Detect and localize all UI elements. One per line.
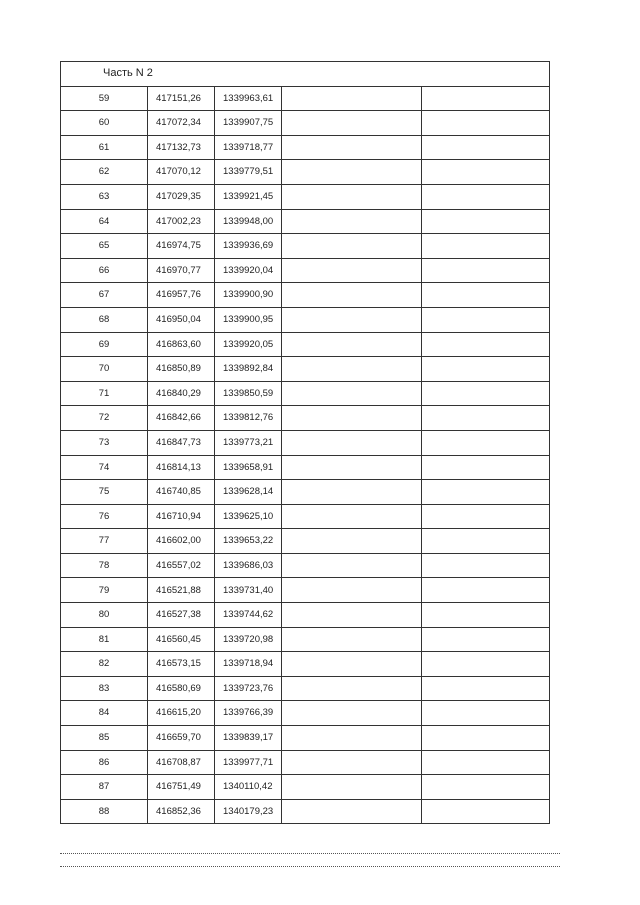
y-coordinate-cell: 1339653,22 bbox=[215, 529, 282, 554]
empty-cell bbox=[422, 701, 550, 726]
x-coordinate-cell: 417132,73 bbox=[148, 135, 215, 160]
empty-cell bbox=[282, 799, 422, 824]
empty-cell bbox=[282, 726, 422, 751]
table-row bbox=[61, 381, 550, 406]
x-coordinate-cell: 416842,66 bbox=[148, 406, 215, 431]
y-coordinate-cell: 1339900,95 bbox=[215, 307, 282, 332]
empty-cell bbox=[422, 676, 550, 701]
empty-cell bbox=[282, 135, 422, 160]
empty-cell bbox=[422, 553, 550, 578]
empty-cell bbox=[422, 135, 550, 160]
y-coordinate-cell: 1339850,59 bbox=[215, 381, 282, 406]
part-header-row bbox=[61, 62, 550, 87]
table-row bbox=[61, 184, 550, 209]
point-number-cell: 78 bbox=[61, 553, 148, 578]
y-coordinate-cell: 1339936,69 bbox=[215, 234, 282, 259]
empty-cell bbox=[282, 455, 422, 480]
empty-cell bbox=[422, 775, 550, 800]
point-number-cell: 80 bbox=[61, 603, 148, 628]
x-coordinate-cell: 416852,36 bbox=[148, 799, 215, 824]
x-coordinate-cell: 417070,12 bbox=[148, 160, 215, 185]
x-coordinate-cell: 416573,15 bbox=[148, 652, 215, 677]
empty-cell bbox=[422, 799, 550, 824]
x-coordinate-cell: 416557,02 bbox=[148, 553, 215, 578]
table-row bbox=[61, 209, 550, 234]
coordinates-table bbox=[60, 61, 550, 824]
table-row bbox=[61, 726, 550, 751]
table-row bbox=[61, 135, 550, 160]
empty-cell bbox=[422, 209, 550, 234]
empty-cell bbox=[422, 504, 550, 529]
y-coordinate-cell: 1339921,45 bbox=[215, 184, 282, 209]
point-number-cell: 75 bbox=[61, 480, 148, 505]
table-row bbox=[61, 504, 550, 529]
x-coordinate-cell: 416527,38 bbox=[148, 603, 215, 628]
x-coordinate-cell: 416950,04 bbox=[148, 307, 215, 332]
table-row bbox=[61, 357, 550, 382]
x-coordinate-cell: 417072,34 bbox=[148, 111, 215, 136]
table-row bbox=[61, 529, 550, 554]
point-number-cell: 74 bbox=[61, 455, 148, 480]
y-coordinate-cell: 1339718,77 bbox=[215, 135, 282, 160]
x-coordinate-cell: 416957,76 bbox=[148, 283, 215, 308]
empty-cell bbox=[282, 283, 422, 308]
empty-cell bbox=[282, 750, 422, 775]
point-number-cell: 62 bbox=[61, 160, 148, 185]
y-coordinate-cell: 1339920,04 bbox=[215, 258, 282, 283]
empty-cell bbox=[282, 258, 422, 283]
table-row bbox=[61, 332, 550, 357]
empty-cell bbox=[282, 209, 422, 234]
table-row bbox=[61, 652, 550, 677]
empty-cell bbox=[282, 627, 422, 652]
table-row bbox=[61, 234, 550, 259]
empty-cell bbox=[422, 184, 550, 209]
table-row bbox=[61, 775, 550, 800]
x-coordinate-cell: 416814,13 bbox=[148, 455, 215, 480]
y-coordinate-cell: 1339839,17 bbox=[215, 726, 282, 751]
x-coordinate-cell: 416863,60 bbox=[148, 332, 215, 357]
y-coordinate-cell: 1339779,51 bbox=[215, 160, 282, 185]
empty-cell bbox=[422, 307, 550, 332]
table-row bbox=[61, 578, 550, 603]
table-row bbox=[61, 307, 550, 332]
table-row bbox=[61, 258, 550, 283]
y-coordinate-cell: 1340110,42 bbox=[215, 775, 282, 800]
empty-cell bbox=[422, 652, 550, 677]
empty-cell bbox=[422, 578, 550, 603]
empty-cell bbox=[282, 86, 422, 111]
point-number-cell: 81 bbox=[61, 627, 148, 652]
y-coordinate-cell: 1340179,23 bbox=[215, 799, 282, 824]
empty-cell bbox=[422, 283, 550, 308]
point-number-cell: 60 bbox=[61, 111, 148, 136]
empty-cell bbox=[282, 406, 422, 431]
y-coordinate-cell: 1339686,03 bbox=[215, 553, 282, 578]
table-row bbox=[61, 603, 550, 628]
table-row bbox=[61, 430, 550, 455]
empty-cell bbox=[422, 603, 550, 628]
x-coordinate-cell: 416659,70 bbox=[148, 726, 215, 751]
y-coordinate-cell: 1339744,62 bbox=[215, 603, 282, 628]
y-coordinate-cell: 1339892,84 bbox=[215, 357, 282, 382]
point-number-cell: 86 bbox=[61, 750, 148, 775]
y-coordinate-cell: 1339658,91 bbox=[215, 455, 282, 480]
point-number-cell: 67 bbox=[61, 283, 148, 308]
empty-cell bbox=[282, 160, 422, 185]
empty-cell bbox=[282, 701, 422, 726]
empty-cell bbox=[422, 529, 550, 554]
point-number-cell: 61 bbox=[61, 135, 148, 160]
y-coordinate-cell: 1339812,76 bbox=[215, 406, 282, 431]
point-number-cell: 59 bbox=[61, 86, 148, 111]
x-coordinate-cell: 416560,45 bbox=[148, 627, 215, 652]
x-coordinate-cell: 416580,69 bbox=[148, 676, 215, 701]
empty-cell bbox=[282, 578, 422, 603]
y-coordinate-cell: 1339977,71 bbox=[215, 750, 282, 775]
empty-cell bbox=[422, 86, 550, 111]
point-number-cell: 83 bbox=[61, 676, 148, 701]
y-coordinate-cell: 1339900,90 bbox=[215, 283, 282, 308]
x-coordinate-cell: 416708,87 bbox=[148, 750, 215, 775]
table-row bbox=[61, 160, 550, 185]
point-number-cell: 68 bbox=[61, 307, 148, 332]
empty-cell bbox=[282, 381, 422, 406]
empty-cell bbox=[282, 111, 422, 136]
point-number-cell: 69 bbox=[61, 332, 148, 357]
point-number-cell: 66 bbox=[61, 258, 148, 283]
x-coordinate-cell: 416521,88 bbox=[148, 578, 215, 603]
empty-cell bbox=[282, 430, 422, 455]
empty-cell bbox=[282, 553, 422, 578]
empty-cell bbox=[282, 652, 422, 677]
empty-cell bbox=[282, 676, 422, 701]
empty-cell bbox=[422, 381, 550, 406]
empty-cell bbox=[422, 234, 550, 259]
y-coordinate-cell: 1339907,75 bbox=[215, 111, 282, 136]
point-number-cell: 64 bbox=[61, 209, 148, 234]
point-number-cell: 63 bbox=[61, 184, 148, 209]
table-row bbox=[61, 283, 550, 308]
table-row bbox=[61, 750, 550, 775]
y-coordinate-cell: 1339920,05 bbox=[215, 332, 282, 357]
y-coordinate-cell: 1339628,14 bbox=[215, 480, 282, 505]
x-coordinate-cell: 416970,77 bbox=[148, 258, 215, 283]
table-row bbox=[61, 480, 550, 505]
x-coordinate-cell: 416850,89 bbox=[148, 357, 215, 382]
point-number-cell: 82 bbox=[61, 652, 148, 677]
x-coordinate-cell: 417002,23 bbox=[148, 209, 215, 234]
y-coordinate-cell: 1339731,40 bbox=[215, 578, 282, 603]
empty-cell bbox=[282, 480, 422, 505]
empty-cell bbox=[282, 234, 422, 259]
empty-cell bbox=[422, 726, 550, 751]
table-row bbox=[61, 701, 550, 726]
empty-cell bbox=[422, 332, 550, 357]
x-coordinate-cell: 417151,26 bbox=[148, 86, 215, 111]
dotted-separator bbox=[60, 853, 560, 854]
empty-cell bbox=[422, 357, 550, 382]
point-number-cell: 88 bbox=[61, 799, 148, 824]
x-coordinate-cell: 416602,00 bbox=[148, 529, 215, 554]
table-row bbox=[61, 799, 550, 824]
empty-cell bbox=[282, 775, 422, 800]
y-coordinate-cell: 1339773,21 bbox=[215, 430, 282, 455]
y-coordinate-cell: 1339625,10 bbox=[215, 504, 282, 529]
empty-cell bbox=[282, 307, 422, 332]
x-coordinate-cell: 416740,85 bbox=[148, 480, 215, 505]
y-coordinate-cell: 1339723,76 bbox=[215, 676, 282, 701]
empty-cell bbox=[422, 480, 550, 505]
point-number-cell: 84 bbox=[61, 701, 148, 726]
table-row bbox=[61, 86, 550, 111]
empty-cell bbox=[282, 184, 422, 209]
empty-cell bbox=[282, 529, 422, 554]
x-coordinate-cell: 416847,73 bbox=[148, 430, 215, 455]
dotted-separator bbox=[60, 866, 560, 867]
y-coordinate-cell: 1339718,94 bbox=[215, 652, 282, 677]
table-row bbox=[61, 627, 550, 652]
empty-cell bbox=[282, 504, 422, 529]
table-row bbox=[61, 406, 550, 431]
empty-cell bbox=[422, 406, 550, 431]
empty-cell bbox=[282, 603, 422, 628]
point-number-cell: 76 bbox=[61, 504, 148, 529]
y-coordinate-cell: 1339720,98 bbox=[215, 627, 282, 652]
x-coordinate-cell: 416751,49 bbox=[148, 775, 215, 800]
table-row bbox=[61, 455, 550, 480]
x-coordinate-cell: 416615,20 bbox=[148, 701, 215, 726]
empty-cell bbox=[422, 750, 550, 775]
x-coordinate-cell: 417029,35 bbox=[148, 184, 215, 209]
point-number-cell: 72 bbox=[61, 406, 148, 431]
empty-cell bbox=[422, 627, 550, 652]
empty-cell bbox=[422, 430, 550, 455]
empty-cell bbox=[422, 455, 550, 480]
table-row bbox=[61, 553, 550, 578]
table-row bbox=[61, 111, 550, 136]
point-number-cell: 73 bbox=[61, 430, 148, 455]
table-row bbox=[61, 676, 550, 701]
part-title: Часть N 2 bbox=[61, 62, 550, 87]
point-number-cell: 85 bbox=[61, 726, 148, 751]
empty-cell bbox=[422, 111, 550, 136]
y-coordinate-cell: 1339766,39 bbox=[215, 701, 282, 726]
empty-cell bbox=[282, 332, 422, 357]
x-coordinate-cell: 416710,94 bbox=[148, 504, 215, 529]
y-coordinate-cell: 1339963,61 bbox=[215, 86, 282, 111]
point-number-cell: 71 bbox=[61, 381, 148, 406]
point-number-cell: 77 bbox=[61, 529, 148, 554]
point-number-cell: 87 bbox=[61, 775, 148, 800]
empty-cell bbox=[422, 258, 550, 283]
point-number-cell: 79 bbox=[61, 578, 148, 603]
x-coordinate-cell: 416974,75 bbox=[148, 234, 215, 259]
point-number-cell: 70 bbox=[61, 357, 148, 382]
y-coordinate-cell: 1339948,00 bbox=[215, 209, 282, 234]
point-number-cell: 65 bbox=[61, 234, 148, 259]
x-coordinate-cell: 416840,29 bbox=[148, 381, 215, 406]
empty-cell bbox=[282, 357, 422, 382]
empty-cell bbox=[422, 160, 550, 185]
